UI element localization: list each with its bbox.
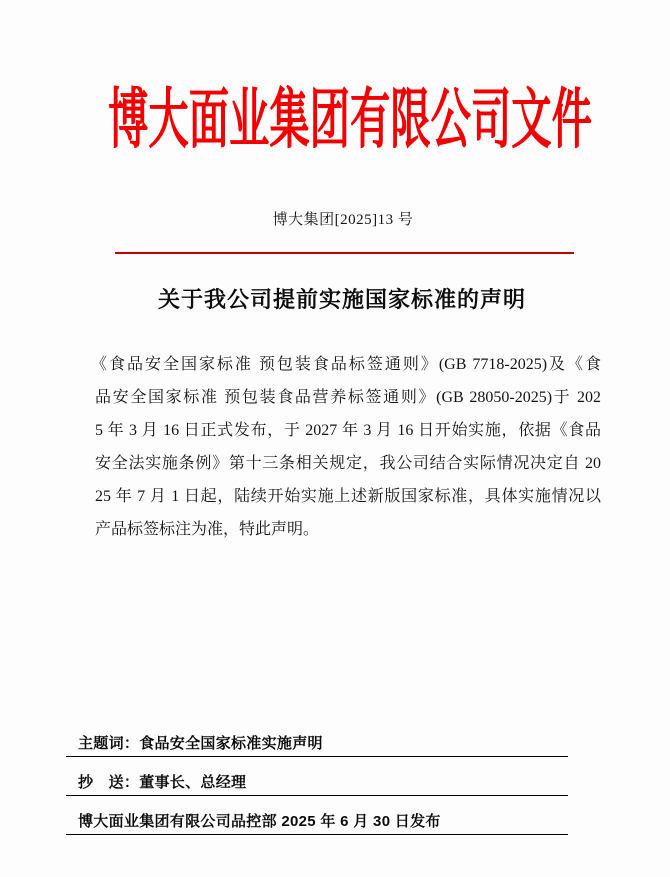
footer-cc-row: 抄 送：董事长、总经理 [66, 771, 568, 796]
footer-issuer-row: 博大面业集团有限公司品控部 2025 年 6 月 30 日发布 [66, 810, 568, 835]
footer-subject-row: 主题词：食品安全国家标准实施声明 [66, 732, 568, 757]
body-line: 25 年 7 月 1 日起，陆续开始实施上述新版国家标准，具体实施情况以 [95, 488, 601, 505]
body-line: 5 年 3 月 16 日正式发布，于 2027 年 3 月 16 日开始实施，依据《食品 [95, 422, 601, 439]
body-line: 品安全国家标准 预包装食品营养标签通则》(GB 28050-2025)于 202 [95, 389, 601, 406]
document-number: 博大集团[2025]13 号 [272, 212, 414, 228]
letterhead [0, 83, 670, 156]
body-line: 《食品安全国家标准 预包装食品标签通则》(GB 7718-2025)及《食 [91, 356, 601, 373]
document-title: 关于我公司提前实施国家标准的声明 [157, 287, 526, 312]
document-body [91, 348, 601, 546]
body-line: 安全法实施条例》第十三条相关规定，我公司结合实际情况决定自 20 [95, 455, 601, 472]
red-divider-line [115, 252, 574, 254]
body-line: 产品标签标注为准，特此声明。 [95, 521, 320, 538]
letterhead-title: 博大面业集团有限公司文件 [108, 83, 592, 156]
